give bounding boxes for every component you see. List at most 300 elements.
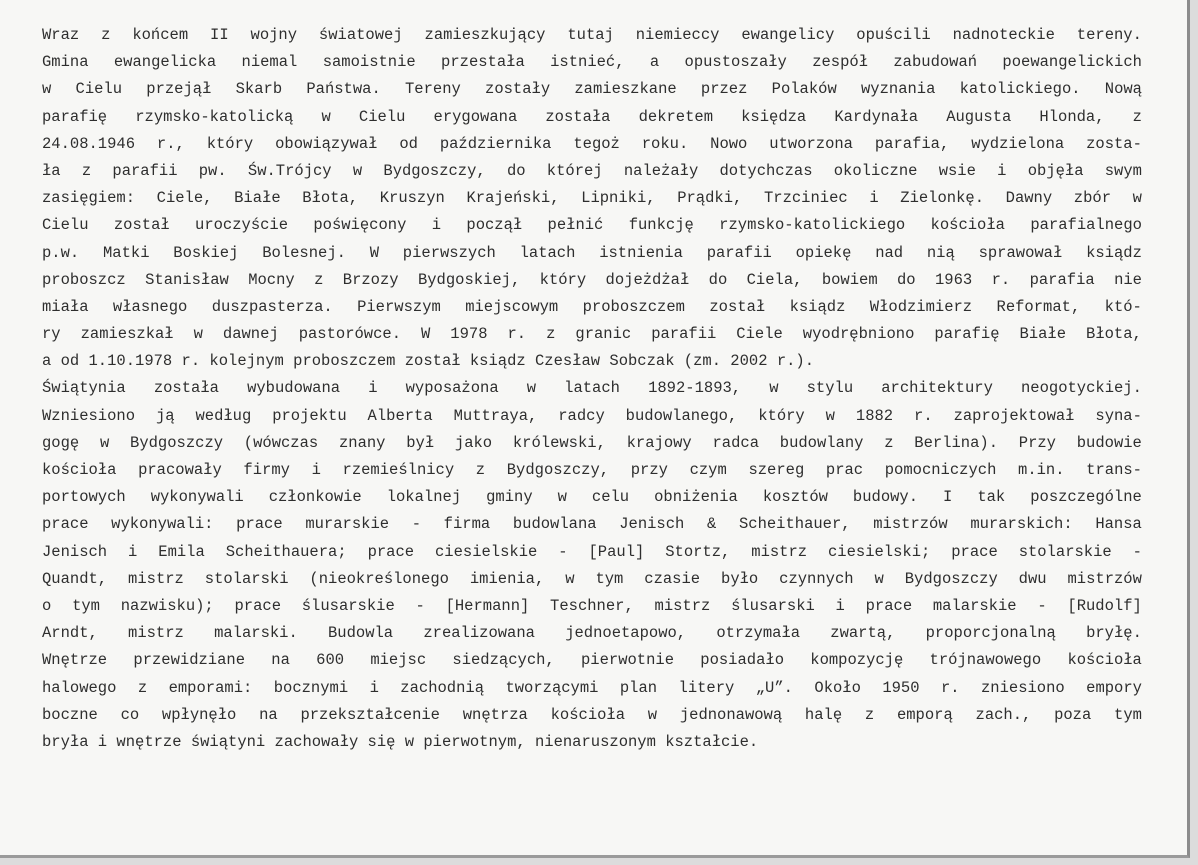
word: Bydgoszczy (130, 433, 224, 452)
word: i (431, 216, 442, 235)
text-line (42, 185, 1142, 212)
word: bocznymi (273, 678, 349, 697)
word: zniesiono (981, 678, 1065, 697)
word: utworzona (769, 134, 853, 153)
word: Cielu (42, 216, 89, 235)
word: opustoszały (684, 53, 787, 72)
word: przejął (146, 80, 212, 99)
word: Dawny (1005, 189, 1053, 208)
word: funkcję (628, 216, 694, 235)
word: imienia, (469, 569, 545, 588)
word: (wówczas (243, 433, 319, 452)
word: poewangelickich (1002, 53, 1142, 72)
word: Gmina (42, 53, 89, 72)
text-line (42, 131, 1142, 158)
word: kompozycję (810, 651, 904, 670)
word: października (439, 134, 552, 153)
text-line: bryła i wnętrze świątyni zachowały się w pierwotnym, nienaruszonym kształcie. (42, 732, 759, 751)
word: Alberta (367, 406, 433, 425)
word: mistrz (128, 624, 184, 643)
word: i (369, 678, 379, 697)
word: według (195, 406, 252, 425)
word: o (42, 596, 52, 615)
word: w (321, 107, 331, 126)
word: r. (940, 678, 960, 697)
word: w (825, 406, 835, 425)
word: Białe (1019, 325, 1067, 344)
word: kościoła (42, 461, 117, 479)
word: architektury (881, 379, 993, 398)
word: sprawował (978, 243, 1063, 262)
word: mistrzów (873, 515, 948, 534)
text-line (42, 240, 1142, 267)
word: wykonywali: (111, 515, 214, 534)
word: portowych (42, 488, 126, 507)
word: począł (466, 216, 523, 235)
word: pierwszych (402, 243, 496, 262)
word: a (649, 53, 660, 72)
word: siedzących, (452, 651, 555, 670)
word: murarskich: (970, 515, 1073, 534)
word: królewski, (512, 433, 606, 452)
word: samoistnie (322, 53, 416, 72)
word: proporcjonalną (925, 624, 1056, 643)
word: Nowo (710, 134, 748, 153)
word: budowy. (852, 488, 919, 507)
word: - (411, 515, 422, 534)
word: ewangelicy (741, 26, 835, 44)
word: miejsc (370, 651, 427, 670)
word: w (557, 488, 567, 507)
word: zostały (485, 80, 551, 99)
word: tereny. (1076, 26, 1142, 44)
word: rzemieślnicy (342, 461, 455, 479)
word: Jenisch (619, 515, 685, 534)
word: jako (454, 433, 493, 452)
word: Scheithauera; (225, 542, 347, 561)
text-line (42, 212, 1142, 239)
word: 600 (316, 651, 345, 670)
word: uroczyście (195, 216, 289, 235)
word: ksiądz (1086, 243, 1142, 262)
word: poświęcony (313, 216, 407, 235)
word: budowlany (779, 433, 864, 452)
word: miała (42, 297, 89, 316)
word: celu (591, 488, 630, 507)
word: Bydgoskiej, (417, 270, 521, 289)
word: Cielu (75, 80, 123, 99)
word: prace (42, 515, 89, 534)
word: szereg (748, 461, 805, 479)
word: (nieokreślonego (309, 569, 449, 588)
word: prace (234, 596, 281, 615)
word: - (1132, 542, 1142, 561)
word: parafialnego (1030, 216, 1142, 235)
word: zachodnią (400, 678, 485, 697)
word: co (120, 705, 140, 724)
word: z (314, 270, 324, 289)
text-line (42, 403, 1142, 430)
word: boczne (42, 705, 98, 724)
word: z (1132, 107, 1142, 126)
word: Wzniesiono (42, 406, 136, 425)
word: projektu (272, 406, 347, 425)
word: mistrz (654, 596, 711, 615)
word: było (721, 569, 759, 588)
word: i (311, 461, 321, 479)
word: ciesielski; (828, 542, 931, 561)
word: wybudowana (247, 379, 341, 398)
word: Ciela, (746, 270, 803, 289)
word: wpłynęło (161, 705, 237, 724)
word: przy (630, 461, 668, 479)
word: kościoła (930, 216, 1005, 235)
word: [Hermann] (445, 596, 530, 615)
word: nie (1114, 270, 1142, 289)
word: Reformat, (996, 297, 1081, 316)
word: Wnętrze (42, 651, 108, 670)
word: przekształcenie (300, 705, 440, 724)
word: ją (155, 406, 175, 425)
word: niemal (241, 53, 298, 72)
word: r. (991, 270, 1011, 289)
word: W (421, 325, 431, 344)
word: Krajeński, (466, 189, 560, 208)
word: tegoż (573, 134, 620, 153)
word: Augusta (946, 107, 1012, 126)
word: granic (575, 325, 632, 344)
word: której (546, 161, 603, 180)
word: i (835, 596, 845, 615)
word: budowlana (512, 515, 597, 534)
word: istnieć, (550, 53, 625, 72)
word: Bydgoszczy, (383, 161, 486, 180)
word: swym (1104, 161, 1142, 180)
word: końcem (132, 26, 189, 44)
word: Scheithauer, (738, 515, 851, 534)
word: 24.08.1946 (42, 134, 136, 153)
word: 1882 (855, 406, 894, 425)
word: radcy (558, 406, 605, 425)
word: prace (367, 542, 415, 561)
word: m.in. (1018, 461, 1065, 479)
word: z (137, 678, 148, 697)
word: została (153, 379, 219, 398)
word: tak (977, 488, 1006, 507)
word: w (647, 705, 658, 724)
word: W (369, 243, 380, 262)
word: przewidziane (133, 651, 246, 670)
word: Muttraya, (453, 406, 538, 425)
text-line (42, 566, 1142, 593)
word: istnienia (599, 243, 683, 262)
word: Jenisch (42, 542, 108, 561)
word: zbór (1073, 189, 1112, 208)
word: 1978 (450, 325, 488, 344)
word: tutaj (567, 26, 614, 44)
word: 1892-1893, (648, 379, 742, 398)
word: proboszczem (582, 297, 685, 316)
word: pracowały (138, 461, 222, 479)
word: Włodzimierz (869, 297, 973, 316)
text-line (42, 22, 1142, 49)
word: Nową (1104, 80, 1142, 99)
word: latach (519, 243, 576, 262)
word: katolickiego. (959, 80, 1081, 99)
word: Cielu (358, 107, 406, 126)
text-line (42, 430, 1142, 457)
text-line (42, 702, 1142, 729)
word: w (99, 433, 110, 452)
word: poszczególne (1030, 488, 1142, 507)
word: z (81, 161, 92, 180)
word: obniżenia (654, 488, 738, 507)
word: zwartą, (830, 624, 896, 643)
word: poza (1054, 705, 1092, 724)
word: Państwa. (306, 80, 381, 99)
word: dotychczas (719, 161, 813, 180)
word: tworzącymi (505, 678, 599, 697)
word: na (271, 651, 290, 670)
word: w (193, 325, 203, 344)
word: w (1132, 189, 1142, 208)
word: 1963 (934, 270, 973, 289)
word: prac (825, 461, 864, 479)
word: Ciele (736, 325, 783, 344)
word: Kardynała (834, 107, 919, 126)
word: rzymsko-katolickiego (719, 216, 906, 235)
word: plan (619, 678, 658, 697)
word: zamieszkał (80, 325, 174, 344)
word: latach (564, 379, 620, 398)
word: prace (236, 515, 283, 534)
word: Arndt, (42, 624, 98, 643)
word: nią (926, 243, 955, 262)
word: okoliczne (833, 161, 918, 180)
word: pw. (198, 161, 227, 180)
word: z (101, 26, 111, 44)
word: jednoetapowo, (565, 624, 687, 643)
word: - (558, 542, 568, 561)
word: zosta- (1086, 134, 1142, 153)
word: halę (804, 705, 843, 724)
word: malarskie (932, 596, 1017, 615)
word: znany (338, 433, 386, 452)
word: parafia (1029, 270, 1095, 289)
word: ry (42, 325, 61, 344)
word: posiadało (700, 651, 784, 670)
word: zamieszkane (574, 80, 677, 99)
word: [Paul] (588, 542, 645, 561)
word: z (546, 325, 556, 344)
text-line (42, 593, 1142, 620)
word: obowiązywał (275, 134, 378, 153)
word: przez (700, 80, 748, 99)
word: budowie (1076, 433, 1142, 452)
word: Berlina). (914, 433, 999, 452)
word: roku. (641, 134, 689, 153)
word: pierwotnie (581, 651, 675, 670)
text-line (42, 675, 1142, 702)
word: niemieccy (635, 26, 720, 44)
word: był (406, 433, 435, 452)
word: księdza (741, 107, 807, 126)
word: i (869, 189, 879, 208)
word: w (769, 379, 779, 398)
word: został (709, 297, 766, 316)
word: trójnawowego (929, 651, 1042, 670)
word: Bolesnej. (262, 243, 346, 262)
text-line (42, 49, 1142, 76)
word: czynnych (779, 569, 854, 588)
word: duszpasterza. (211, 297, 333, 316)
word: malarski. (214, 624, 298, 643)
word: z (884, 433, 894, 452)
word: parafię (934, 325, 1000, 344)
word: Lipniki, (581, 189, 656, 208)
word: opiekę (795, 243, 852, 262)
word: została (545, 107, 611, 126)
word: Emila (158, 542, 205, 561)
word: kościoła (550, 705, 626, 724)
text-line (42, 158, 1142, 185)
word: stolarski (204, 569, 289, 588)
text-line (42, 321, 1142, 348)
word: i (997, 161, 1007, 180)
word: radca (712, 433, 760, 452)
word: erygowana (433, 107, 518, 126)
word: Błota, (1086, 325, 1142, 344)
word: II (210, 26, 229, 44)
word: dojeżdżał (605, 270, 690, 289)
word: czasie (644, 569, 701, 588)
text-line: a od 1.10.1978 r. kolejnym proboszczem został ksiądz Czesław Sobczak (zm. 2002 r.). (42, 352, 815, 371)
word: wyposażona (405, 379, 499, 398)
word: światowej (318, 26, 403, 44)
text-line (42, 104, 1142, 131)
text-line (42, 294, 1142, 321)
word: dwu (1018, 569, 1047, 588)
word: w (42, 80, 52, 99)
word: który (539, 270, 587, 289)
text-line (42, 539, 1142, 566)
word: wojny (250, 26, 298, 44)
word: który (206, 134, 254, 153)
word: należały (623, 161, 699, 180)
word: który (758, 406, 805, 425)
word: halowego (42, 678, 117, 697)
word: Św.Trójcy (247, 161, 332, 180)
word: empory (1086, 678, 1142, 697)
word: pastorówce. (298, 325, 402, 344)
word: litery (678, 678, 735, 697)
word: z (864, 705, 875, 724)
word: parafię (42, 107, 108, 126)
text-line (42, 267, 1142, 294)
word: i (128, 542, 138, 561)
document-text (42, 22, 1142, 756)
word: mistrz (128, 569, 184, 588)
word: opuścili (856, 26, 931, 44)
word: przestała (441, 53, 525, 72)
word: Budowla (328, 624, 394, 643)
word: do (897, 270, 916, 289)
word: Kruszyn (379, 189, 445, 208)
word: Białe (234, 189, 281, 208)
word: zrealizowana (423, 624, 535, 643)
word: w (874, 569, 884, 588)
word: na (259, 705, 278, 724)
word: od (399, 134, 418, 153)
word: Bydgoszczy (904, 569, 998, 588)
word: Polaków (771, 80, 837, 99)
word: pełnić (547, 216, 604, 235)
word: zamieszkujący (424, 26, 546, 44)
word: murarskie (305, 515, 390, 534)
word: „U”. (755, 678, 793, 697)
word: Trzciniec (763, 189, 848, 208)
word: w (565, 569, 575, 588)
word: r. (914, 406, 933, 425)
word: r., (156, 134, 185, 153)
word: członkowie (268, 488, 362, 507)
word: firmy (243, 461, 290, 479)
word: & (707, 515, 717, 534)
word: Quandt, (42, 569, 108, 588)
word: wnętrza (462, 705, 528, 724)
word: Teschner, (550, 596, 634, 615)
word: mistrzów (1067, 569, 1142, 588)
word: mistrz (751, 542, 808, 561)
word: gogę (42, 433, 80, 452)
word: czym (689, 461, 727, 479)
word: Hansa (1095, 515, 1142, 534)
word: ślusarski (731, 596, 815, 615)
word: Świątynia (42, 379, 126, 398)
word: stolarskie (1018, 542, 1112, 561)
word: kościoła (1067, 651, 1142, 670)
word: Błota, (302, 189, 359, 208)
text-line (42, 511, 1142, 538)
word: Brzozy (342, 270, 399, 289)
word: ła (42, 161, 61, 180)
word: Przy (1018, 433, 1056, 452)
word: zasięgiem: (42, 189, 136, 208)
word: zespół (812, 53, 869, 72)
word: budowlanego, (625, 406, 738, 425)
word: Stanisław (145, 270, 229, 289)
text-line (42, 76, 1142, 103)
word: któ- (1104, 297, 1142, 316)
word: w (352, 161, 363, 180)
word: ksiądz (789, 297, 846, 316)
word: został (113, 216, 170, 235)
word: zach., (975, 705, 1032, 724)
word: gminy (486, 488, 533, 507)
word: wykonywali (150, 488, 244, 507)
word: Wraz (42, 26, 80, 44)
word: z (475, 461, 486, 479)
text-line (42, 457, 1142, 484)
word: ciesielskie (435, 542, 538, 561)
text-line (42, 620, 1142, 647)
word: I (943, 488, 953, 507)
word: wyodrębniono (802, 325, 915, 344)
word: [Rudolf] (1067, 596, 1142, 615)
word: wydzielona (971, 134, 1065, 153)
word: syna- (1095, 406, 1142, 425)
word: Skarb (235, 80, 283, 99)
